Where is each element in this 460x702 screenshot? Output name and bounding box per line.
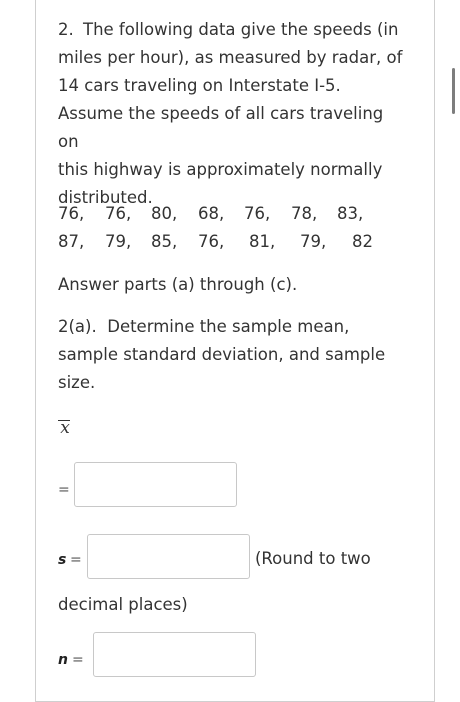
- data-value: 68,: [198, 204, 225, 223]
- question-line-1: The following data give the speeds (in: [83, 20, 399, 39]
- data-value: 87,: [58, 232, 85, 251]
- data-value: 81,: [249, 232, 276, 251]
- data-value: 83,: [337, 204, 364, 223]
- s-label: s: [58, 552, 67, 568]
- data-value: 76,: [105, 204, 132, 223]
- sample-mean-input[interactable]: [74, 462, 237, 507]
- data-value: 80,: [151, 204, 178, 223]
- question-number: 2.: [58, 20, 74, 39]
- mean-equals: =: [58, 482, 70, 498]
- question-line-3: 14 cars traveling on Interstate I-5.: [58, 76, 341, 95]
- data-value: 79,: [105, 232, 132, 251]
- part-a-line-1: [58, 313, 408, 341]
- instruction-text: Answer parts (a) through (c).: [58, 275, 298, 294]
- question-line-6: distributed.: [58, 188, 153, 207]
- question-line-4: Assume the speeds of all cars traveling on: [58, 104, 384, 151]
- data-value: 76,: [244, 204, 271, 223]
- round-note: (Round to two: [255, 549, 371, 568]
- part-a-label: 2(a).: [58, 317, 97, 336]
- part-a-line-1-text: Determine the sample mean,: [107, 317, 350, 336]
- question-line-5: this highway is approximately normally: [58, 160, 383, 179]
- data-value: 76,: [198, 232, 225, 251]
- sample-size-input[interactable]: [93, 632, 256, 677]
- part-a-line-2: sample standard deviation, and sample: [58, 345, 386, 364]
- scrollbar[interactable]: [452, 68, 455, 114]
- question-line: [58, 16, 408, 44]
- part-a-text: [58, 313, 408, 397]
- data-value: 85,: [151, 232, 178, 251]
- n-equals: =: [72, 652, 84, 668]
- data-value: 82: [352, 232, 373, 251]
- part-a-line-3: size.: [58, 373, 96, 392]
- round-note-cont: decimal places): [58, 595, 188, 614]
- n-label: n: [58, 652, 68, 668]
- question-text: [58, 16, 408, 212]
- xbar-symbol: x: [60, 418, 70, 438]
- sample-sd-input[interactable]: [87, 534, 250, 579]
- s-equals: =: [70, 552, 82, 568]
- data-value: 76,: [58, 204, 85, 223]
- data-value: 78,: [291, 204, 318, 223]
- question-line-2: miles per hour), as measured by radar, of: [58, 48, 403, 67]
- data-value: 79,: [300, 232, 327, 251]
